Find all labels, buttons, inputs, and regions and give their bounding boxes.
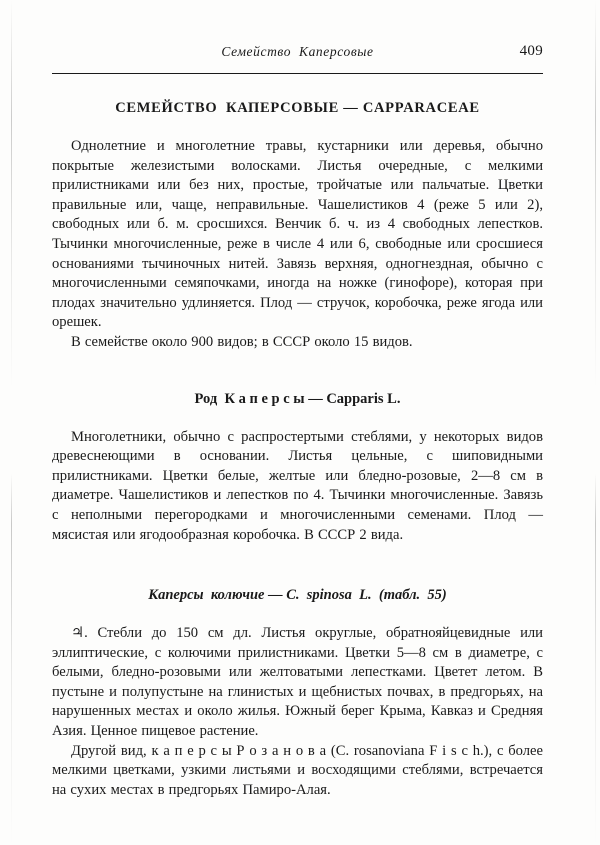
header-rule (52, 73, 543, 74)
species-description-paragraph (52, 624, 543, 742)
related-species-paragraph: Другой вид, к а п е р с ы Р о з а н о в а (C. rosanoviana F i s c h.), с более мелкими цветками, узкими листьями и восходящими стеблями, встречается на сухих местах в предгорьях Памиро-Алая. (52, 742, 543, 798)
species-heading: Каперсы колючие — C. spinosa L. (табл. 55) (148, 587, 447, 604)
running-header (52, 44, 543, 70)
running-head-title: Семейство Каперсовые (221, 44, 374, 59)
life-form-symbol: ♃. (71, 625, 98, 642)
genus-description-paragraph: Многолетники, обычно с распростертыми стеблями, у некоторых видов древеснеющими в основании. Листья цельные, с шиповидными прилистниками. Цветки белые, желтые или бледно-розовые, 2—8 см в диаметре. Чашелистиков и лепестков по 4. Тычинки многочисленные. Завязь с неполными перегородками и многочисленными семенами. Плод — мясистая или ягодообразная коробочка. В СССР 2 вида. (52, 428, 543, 543)
page-content (52, 0, 543, 800)
family-heading: СЕМЕЙСТВО КАПЕРСОВЫЕ — CAPPARACEAE (115, 100, 480, 116)
family-description-paragraph: Однолетние и многолетние травы, кустарники или деревья, обычно покрытые железистыми волосками. Листья очередные, с мелкими прилистниками или без них, простые, тройчатые или пальчатые. Цветки правильные или, чаще, неправильные. Чашелистиков 4 (реже 5 или 2), свободных или б. м. сросшихся. Венчик б. ч. из 4 свободных лепестков. Тычинки многочисленные, реже в числе 4 или 6, свободные или сросшиеся основаниями тычиночных нитей. Завязь верхняя, одногнездная, обычно с многочисленными семяпочками, иногда на ножке (гинофоре), которая при плодах значительно удлиняется. Плод — стручок, коробочка, реже ягода или орешек. (52, 138, 543, 331)
scan-artifact-line-right (595, 0, 596, 845)
scan-artifact-line-left (11, 0, 12, 845)
family-species-count-paragraph: В семействе около 900 видов; в СССР около 15 видов. (71, 333, 413, 350)
page-number: 409 (519, 43, 543, 59)
genus-heading: Род К а п е р с ы — Capparis L. (194, 390, 401, 407)
species-description-text: Стебли до 150 см дл. Листья округлые, обратнояйцевидные или эллиптические, с колючими прилистниками. Цветки 5—8 см в диаметре, с белыми, бледно-розовыми или желтоватыми лепестками. Цветет летом. В пустыне и полупустыне на глинистых и щебнистых почвах, в предгорьях, на нарушенных местах и около жилья. Южный берег Крыма, Кавказ и Средняя Азия. Ценное пищевое растение. (52, 625, 543, 740)
